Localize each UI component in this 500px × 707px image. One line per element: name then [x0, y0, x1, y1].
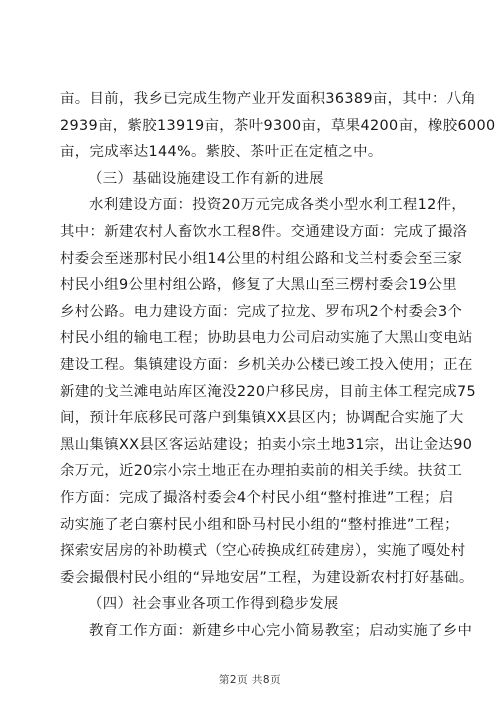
text-line: 村民小组9公里村组公路，修复了大黑山至三楞村委会19公里: [60, 277, 458, 294]
text-line: 其中：新建农村人畜饮水工程8件。交通建设方面：完成了撮洛: [60, 223, 468, 240]
text-line: 黑山集镇XX县区客运站建设；拍卖小宗土地31宗，出让金达90: [60, 436, 473, 453]
text-line: 探索安居房的补助模式（空心砖换成红砖建房），实施了嘎处村: [60, 543, 466, 560]
text-line: 亩。目前，我乡已完成生物产业开发面积36389亩，其中：八角: [60, 91, 477, 107]
text-line: 作方面：完成了撮洛村委会4个村民小组“整村推进”工程；启: [60, 489, 454, 506]
text-line: 建设工程。集镇建设方面：乡机关办公楼已竣工投入使用；正在: [60, 356, 473, 373]
text-line: 新建的戈兰滩电站库区淹没220户移民房，目前主体工程完成75: [60, 383, 477, 400]
text-line: 乡村公路。电力建设方面：完成了拉龙、罗布巩2个村委会3个: [60, 303, 463, 320]
paragraph-start: 教育工作方面：新建乡中心完小简易教室；启动实施了乡中: [89, 622, 473, 639]
section-heading: （四）社会事业各项工作得到稳步发展: [88, 596, 339, 613]
text-line: 余万元，近20宗小宗土地正在办理拍卖前的相关手续。扶贫工: [60, 463, 463, 480]
text-line: 动实施了老白寨村民小组和卧马村民小组的“整村推进”工程；: [60, 516, 459, 533]
text-line: 间，预计年底移民可落户到集镇XX县区内；协调配合实施了大: [60, 410, 464, 427]
text-line: 村民小组的输电工程；协助县电力公司启动实施了大黑山变电站: [60, 330, 473, 347]
text-line: 村委会至迷那村民小组14公里的村组公路和戈兰村委会至三家: [60, 250, 463, 267]
text-line: 2939亩，紫胶13919亩，茶叶9300亩，草果4200亩，橡胶6000: [60, 117, 496, 134]
section-heading: （三）基础设施建设工作有新的进展: [88, 170, 324, 187]
body-text: [60, 86, 496, 644]
text-line: 亩，完成率达144%。紫胶、茶叶正在定植之中。: [60, 144, 383, 161]
page-number-footer: 第2页 共8页: [218, 674, 282, 686]
paragraph-start: 水利建设方面：投资20万元完成各类小型水利工程12件，: [89, 197, 467, 214]
text-line: 委会撮偎村民小组的“异地安居”工程，为建设新农村打好基础。: [60, 569, 474, 586]
